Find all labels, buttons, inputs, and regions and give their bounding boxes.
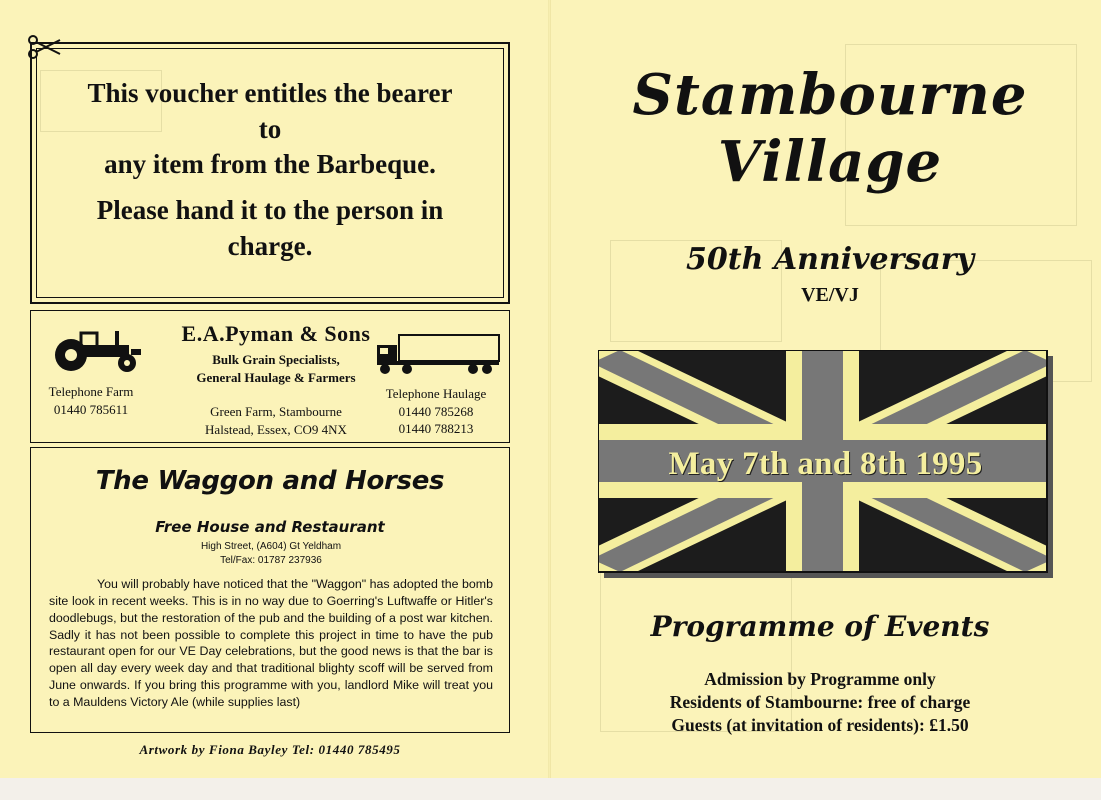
voucher-line: Please hand it to the person in bbox=[96, 194, 444, 225]
pub-description bbox=[49, 576, 493, 711]
specialism-line: Bulk Grain Specialists, bbox=[212, 352, 340, 367]
background-strip bbox=[0, 778, 1101, 800]
specialism-line: General Haulage & Farmers bbox=[196, 369, 356, 385]
farm-telephone-number: 01440 785611 bbox=[53, 401, 129, 417]
programme-heading: Programme of Events bbox=[650, 610, 990, 643]
ve-vj-subtitle: VE/VJ bbox=[801, 284, 859, 306]
pub-telfax: Tel/Fax: 01787 237936 bbox=[220, 554, 322, 566]
address-line: Halstead, Essex, CO9 4NX bbox=[205, 421, 347, 437]
voucher-line: This voucher entitles the bearer bbox=[87, 78, 453, 108]
farm-telephone bbox=[41, 383, 141, 418]
artwork-credit: Artwork by Fiona Bayley Tel: 01440 785495 bbox=[139, 742, 401, 757]
voucher-line: any item from the Barbeque. bbox=[104, 149, 436, 180]
voucher-line: to bbox=[258, 113, 282, 144]
company-address bbox=[181, 403, 371, 438]
address-line: Green Farm, Stambourne bbox=[210, 404, 342, 419]
page-fold bbox=[548, 0, 551, 778]
company-specialisms bbox=[151, 351, 401, 387]
cover-title-line: Stambourne bbox=[632, 62, 1028, 128]
event-dates: May 7th and 8th 1995 bbox=[668, 446, 983, 482]
admission-info bbox=[600, 668, 1040, 736]
cover-title-line: Village bbox=[717, 129, 943, 196]
truck-icon bbox=[373, 331, 503, 377]
farm-telephone-label: Telephone Farm bbox=[48, 384, 134, 399]
pub-name: The Waggon and Horses bbox=[95, 466, 445, 496]
pyman-advert bbox=[30, 310, 510, 443]
cover-title bbox=[560, 62, 1100, 196]
pub-contact bbox=[181, 540, 361, 567]
pub-address: High Street, (A604) Gt Yeldham bbox=[200, 541, 342, 552]
company-name: E.A.Pyman & Sons bbox=[181, 321, 371, 346]
haulage-telephone-number: 01440 788213 bbox=[398, 421, 474, 437]
voucher-line: charge. bbox=[227, 230, 313, 261]
barbeque-voucher bbox=[30, 42, 510, 304]
admission-line: Admission by Programme only bbox=[704, 669, 936, 689]
tractor-icon bbox=[51, 325, 143, 373]
anniversary-heading: 50th Anniversary bbox=[685, 242, 975, 277]
admission-line: Residents of Stambourne: free of charge bbox=[669, 691, 971, 712]
haulage-telephone bbox=[371, 385, 501, 438]
pub-subtitle: Free House and Restaurant bbox=[155, 518, 385, 536]
haulage-telephone-number: 01440 785268 bbox=[398, 403, 474, 419]
voucher-text bbox=[32, 76, 508, 264]
voucher-gap bbox=[32, 183, 508, 193]
haulage-telephone-label: Telephone Haulage bbox=[385, 386, 487, 401]
pub-description-text: You will probably have noticed that the "Waggon" has adopted the bomb site look in recent weeks. This is in no way due to Goerring's Luftwaffe or Hitler's doodlebugs, but the restoration of the pub and the building of a post war kitchen. Sadly it has not been possible to complete this project in time to have the pub restaurant open for our VE Day celebrations, but the good news is that the bar is open all day every week day and that traditional blighty scoff will be served from June onwards. If you bring this programme with you, landlord Mike will treat you to a Mauldens Victory Ale (while supplies last) bbox=[49, 577, 493, 710]
waggon-and-horses-advert bbox=[30, 447, 510, 733]
admission-line: Guests (at invitation of residents): £1.50 bbox=[671, 714, 969, 735]
